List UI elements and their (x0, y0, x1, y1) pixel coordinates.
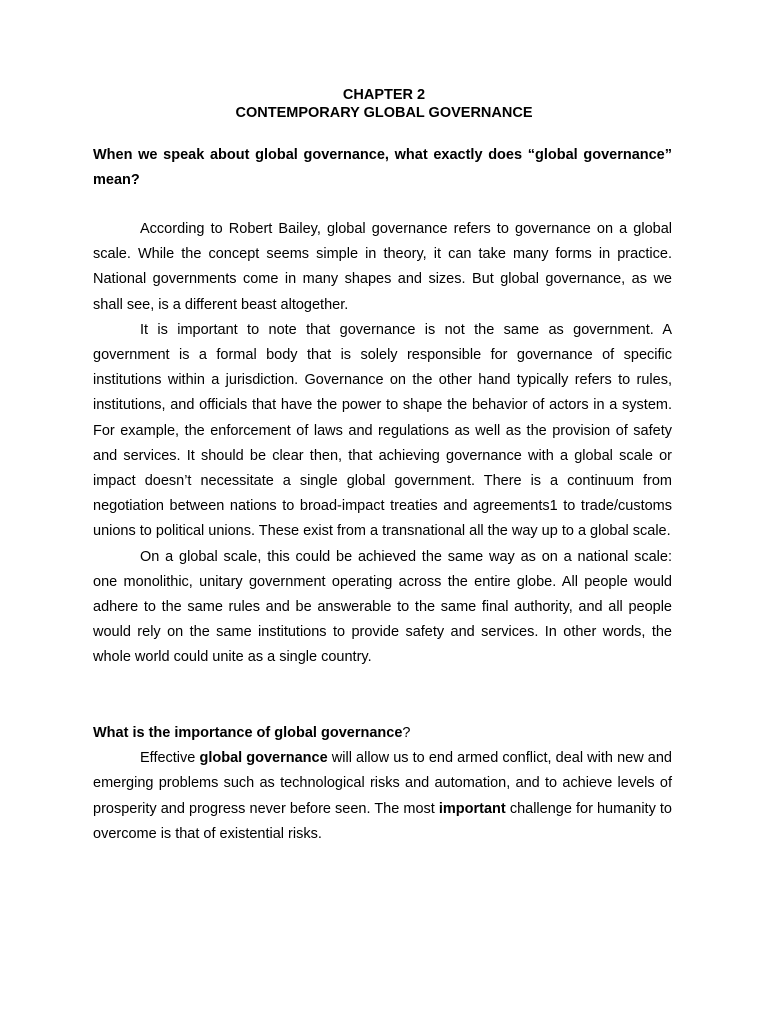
section1-question: When we speak about global governance, what exactly does “global governance” mean? (93, 147, 672, 189)
bold-term-important: important (438, 800, 506, 817)
paragraph-importance (93, 746, 672, 847)
section2-question (93, 721, 672, 746)
paragraph-governance-vs-government: It is important to note that governance is not the same as government. A government is a formal body that is solely responsible for governance of specific institutions within a jurisdiction. Governance on the other hand typically refers to rules, institutions, and officials that have the power to shape the behavior of actors in a system. For example, the enforcement of laws and regulations as well as the provision of safety and services. It should be clear then, that achieving governance with a global scale or impact doesn’t necessitate a single global government. There is a continuum from negotiation between nations to broad-impact treaties and agreements1 to trade/customs unions to political unions. These exist from a transnational all the way up to a global scale. (93, 321, 672, 540)
bold-term-global-governance: global governance (199, 750, 328, 767)
section2-question-mark: ? (402, 725, 411, 741)
chapter-title: CONTEMPORARY GLOBAL GOVERNANCE (235, 105, 533, 121)
chapter-heading (0, 86, 768, 122)
chapter-label: CHAPTER 2 (342, 87, 426, 103)
section2-question-text: What is the importance of global governance (93, 725, 403, 741)
paragraph-robert-bailey: According to Robert Bailey, global governance refers to governance on a global scale. While the concept seems simple in theory, it can take many forms in practice. National governments come in many shapes and sizes. But global governance, as we shall see, is a different beast altogether. (93, 221, 672, 313)
paragraph-global-scale: On a global scale, this could be achieved the same way as on a national scale: one monolithic, unitary government operating across the entire globe. All people would adhere to the same rules and be answerable to the same final authority, and all people would rely on the same institutions to provide safety and services. In other words, the whole world could unite as a single country. (93, 548, 672, 666)
text-segment: Effective (140, 750, 200, 767)
text-segment: will allow us to end armed conflict, deal with new and emerging problems such as technological risks and automation, and to achieve levels of prosperity and progress never before seen. The most (93, 750, 672, 817)
section2 (93, 721, 672, 847)
section1-body (93, 217, 672, 671)
text-segment: challenge for humanity to overcome is that of existential risks. (93, 800, 672, 842)
